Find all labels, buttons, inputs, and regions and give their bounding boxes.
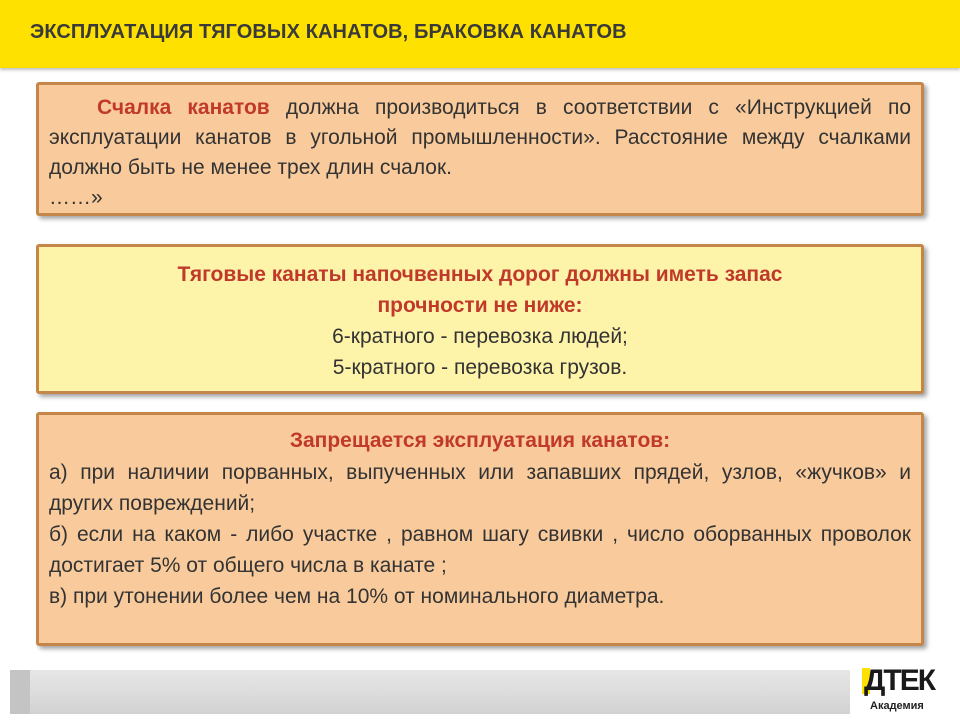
logo-subtitle: Академия — [870, 700, 924, 712]
safety-margin-heading-1: Тяговые канаты напочвенных дорог должны иметь запас — [177, 263, 783, 286]
prohibition-heading: Запрещается эксплуатация канатов: — [289, 429, 671, 452]
slide-title: ЭКСПЛУАТАЦИЯ ТЯГОВЫХ КАНАТОВ, БРАКОВКА КАНАТОВ — [30, 21, 627, 43]
prohibition-item-c: в) при утонении более чем на 10% от номинального диаметра. — [49, 585, 665, 608]
rope-splice-box — [36, 82, 924, 216]
safety-margin-people: 6-кратного - перевозка людей; — [332, 325, 628, 348]
logo-text: ДТЕК — [864, 664, 935, 697]
safety-margin-box — [36, 244, 924, 394]
footer-edge — [10, 670, 30, 714]
prohibition-item-a: а) при наличии порванных, выпученных или запавших прядей, узлов, «жучков» и других повреждений; — [49, 461, 911, 515]
rope-splice-ellipsis: ……» — [49, 186, 103, 209]
prohibition-box — [36, 412, 924, 646]
safety-margin-cargo: 5-кратного - перевозка грузов. — [332, 356, 628, 379]
safety-margin-heading-2: прочности не ниже: — [377, 294, 583, 317]
rope-splice-highlight: Счалка канатов — [97, 96, 270, 119]
footer-bar — [10, 670, 850, 714]
prohibition-item-b: б) если на каком - либо участке , равном шагу свивки , число оборванных проволок достигает 5% от общего числа в канате ; — [49, 523, 911, 577]
dtek-logo — [862, 664, 954, 718]
header-bar — [0, 0, 960, 68]
rope-splice-rest: должна производиться в соответствии с «Инструкцией по эксплуатации канатов в угольной промышленности». Расстояние между счалками должно быть не менее трех длин счалок. — [49, 96, 912, 179]
rope-splice-text — [49, 93, 911, 183]
